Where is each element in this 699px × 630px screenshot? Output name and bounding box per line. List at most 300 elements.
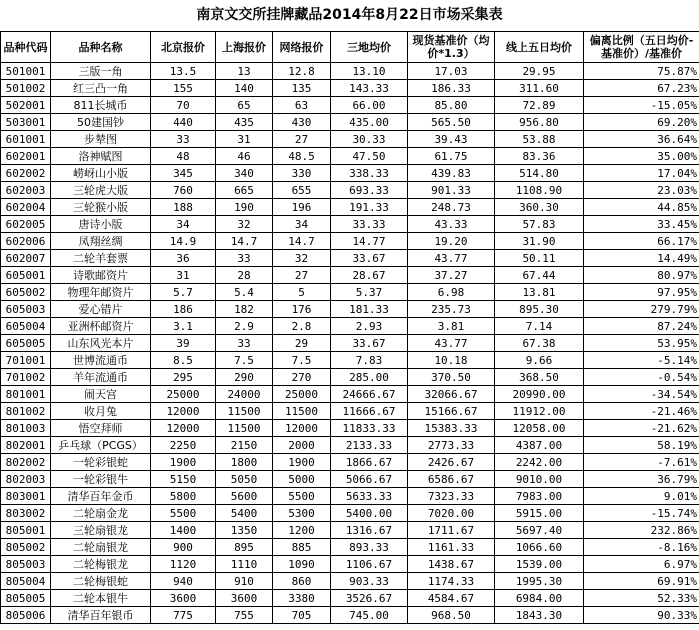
value-cell: 705 [273, 607, 331, 624]
value-cell: 279.79% [584, 301, 699, 318]
value-cell: 33 [151, 131, 216, 148]
value-cell: 33 [216, 335, 273, 352]
value-cell: 53.95% [584, 335, 699, 352]
table-row [1, 233, 699, 250]
code-cell: 803002 [1, 505, 51, 522]
value-cell: 33.33 [331, 216, 408, 233]
value-cell: 27 [273, 267, 331, 284]
value-cell: 1438.67 [408, 556, 495, 573]
value-cell: -34.54% [584, 386, 699, 403]
value-cell: 25000 [151, 386, 216, 403]
value-cell: -7.61% [584, 454, 699, 471]
column-header: 线上五日均价 [495, 32, 584, 63]
value-cell: 57.83 [495, 216, 584, 233]
value-cell: 155 [151, 80, 216, 97]
value-cell: 32066.67 [408, 386, 495, 403]
name-cell: 811长城币 [51, 97, 151, 114]
value-cell: 34 [273, 216, 331, 233]
value-cell: 5.4 [216, 284, 273, 301]
column-header: 上海报价 [216, 32, 273, 63]
value-cell: 6.97% [584, 556, 699, 573]
value-cell: 5 [273, 284, 331, 301]
value-cell: 7.5 [216, 352, 273, 369]
table-row [1, 488, 699, 505]
value-cell: 1316.67 [331, 522, 408, 539]
value-cell: 140 [216, 80, 273, 97]
code-cell: 605003 [1, 301, 51, 318]
table-row [1, 199, 699, 216]
table-row [1, 148, 699, 165]
value-cell: 7.14 [495, 318, 584, 335]
value-cell: 895 [216, 539, 273, 556]
code-cell: 803001 [1, 488, 51, 505]
value-cell: 7323.33 [408, 488, 495, 505]
value-cell: 14.9 [151, 233, 216, 250]
value-cell: 3380 [273, 590, 331, 607]
value-cell: -8.16% [584, 539, 699, 556]
code-cell: 502001 [1, 97, 51, 114]
value-cell: 7983.00 [495, 488, 584, 505]
code-cell: 805003 [1, 556, 51, 573]
value-cell: 37.27 [408, 267, 495, 284]
value-cell: 196 [273, 199, 331, 216]
value-cell: 1900 [273, 454, 331, 471]
value-cell: 53.88 [495, 131, 584, 148]
value-cell: 17.04% [584, 165, 699, 182]
table-row [1, 539, 699, 556]
code-cell: 601001 [1, 131, 51, 148]
name-cell: 步辇图 [51, 131, 151, 148]
value-cell: 28.67 [331, 267, 408, 284]
name-cell: 二轮梅银蛇 [51, 573, 151, 590]
code-cell: 801001 [1, 386, 51, 403]
value-cell: 50.11 [495, 250, 584, 267]
value-cell: 39 [151, 335, 216, 352]
value-cell: 2133.33 [331, 437, 408, 454]
value-cell: 311.60 [495, 80, 584, 97]
value-cell: -0.54% [584, 369, 699, 386]
value-cell: 12000 [273, 420, 331, 437]
value-cell: 2773.33 [408, 437, 495, 454]
value-cell: 12.8 [273, 63, 331, 80]
value-cell: 48 [151, 148, 216, 165]
value-cell: -15.74% [584, 505, 699, 522]
value-cell: 3600 [151, 590, 216, 607]
table-row [1, 267, 699, 284]
code-cell: 602006 [1, 233, 51, 250]
value-cell: 31 [151, 267, 216, 284]
value-cell: 1090 [273, 556, 331, 573]
value-cell: 20990.00 [495, 386, 584, 403]
value-cell: 176 [273, 301, 331, 318]
code-cell: 805002 [1, 539, 51, 556]
value-cell: 29.95 [495, 63, 584, 80]
value-cell: 1350 [216, 522, 273, 539]
value-cell: 1995.30 [495, 573, 584, 590]
value-cell: -15.05% [584, 97, 699, 114]
value-cell: 1900 [151, 454, 216, 471]
table-row [1, 437, 699, 454]
name-cell: 二轮扇金龙 [51, 505, 151, 522]
table-row [1, 97, 699, 114]
value-cell: 2.9 [216, 318, 273, 335]
value-cell: 232.86% [584, 522, 699, 539]
value-cell: 69.20% [584, 114, 699, 131]
value-cell: 11833.33 [331, 420, 408, 437]
column-header: 北京报价 [151, 32, 216, 63]
value-cell: 29 [273, 335, 331, 352]
value-cell: 14.7 [216, 233, 273, 250]
value-cell: 1711.67 [408, 522, 495, 539]
value-cell: 34 [151, 216, 216, 233]
value-cell: 75.87% [584, 63, 699, 80]
value-cell: 43.77 [408, 250, 495, 267]
value-cell: 1120 [151, 556, 216, 573]
value-cell: 14.7 [273, 233, 331, 250]
value-cell: 35.00% [584, 148, 699, 165]
column-header: 三地均价 [331, 32, 408, 63]
value-cell: 65 [216, 97, 273, 114]
code-cell: 805004 [1, 573, 51, 590]
table-row [1, 114, 699, 131]
value-cell: 36 [151, 250, 216, 267]
value-cell: 3600 [216, 590, 273, 607]
value-cell: 6984.00 [495, 590, 584, 607]
value-cell: 17.03 [408, 63, 495, 80]
value-cell: 940 [151, 573, 216, 590]
value-cell: 435.00 [331, 114, 408, 131]
value-cell: 143.33 [331, 80, 408, 97]
code-cell: 501002 [1, 80, 51, 97]
value-cell: 14.77 [331, 233, 408, 250]
table-row [1, 607, 699, 624]
value-cell: 745.00 [331, 607, 408, 624]
value-cell: 43.33 [408, 216, 495, 233]
code-cell: 605002 [1, 284, 51, 301]
name-cell: 悟空拜师 [51, 420, 151, 437]
table-row [1, 505, 699, 522]
code-cell: 605004 [1, 318, 51, 335]
value-cell: 440 [151, 114, 216, 131]
value-cell: 1161.33 [408, 539, 495, 556]
value-cell: 181.33 [331, 301, 408, 318]
value-cell: 775 [151, 607, 216, 624]
value-cell: 15166.67 [408, 403, 495, 420]
value-cell: 665 [216, 182, 273, 199]
table-row [1, 352, 699, 369]
value-cell: 285.00 [331, 369, 408, 386]
value-cell: 13.5 [151, 63, 216, 80]
table-row [1, 590, 699, 607]
value-cell: 27 [273, 131, 331, 148]
code-cell: 701001 [1, 352, 51, 369]
value-cell: 5066.67 [331, 471, 408, 488]
value-cell: 43.77 [408, 335, 495, 352]
code-cell: 501001 [1, 63, 51, 80]
table-row [1, 131, 699, 148]
table-row [1, 335, 699, 352]
name-cell: 乒乓球（PCGS） [51, 437, 151, 454]
code-cell: 602003 [1, 182, 51, 199]
value-cell: 186.33 [408, 80, 495, 97]
value-cell: 31.90 [495, 233, 584, 250]
value-cell: -21.46% [584, 403, 699, 420]
value-cell: 2000 [273, 437, 331, 454]
value-cell: 3.81 [408, 318, 495, 335]
column-header: 现货基准价（均价*1.3） [408, 32, 495, 63]
table-row [1, 80, 699, 97]
value-cell: 3.1 [151, 318, 216, 335]
table-row [1, 63, 699, 80]
value-cell: 11666.67 [331, 403, 408, 420]
value-cell: 9010.00 [495, 471, 584, 488]
table-row [1, 471, 699, 488]
value-cell: 13.10 [331, 63, 408, 80]
value-cell: 345 [151, 165, 216, 182]
value-cell: 83.36 [495, 148, 584, 165]
value-cell: 1400 [151, 522, 216, 539]
value-cell: 5500 [151, 505, 216, 522]
value-cell: 61.75 [408, 148, 495, 165]
table-row [1, 369, 699, 386]
value-cell: 11912.00 [495, 403, 584, 420]
value-cell: 5600 [216, 488, 273, 505]
name-cell: 三轮猴小版 [51, 199, 151, 216]
value-cell: 67.23% [584, 80, 699, 97]
name-cell: 三版一角 [51, 63, 151, 80]
table-row [1, 386, 699, 403]
value-cell: 11500 [273, 403, 331, 420]
value-cell: 11500 [216, 420, 273, 437]
value-cell: 46 [216, 148, 273, 165]
name-cell: 世博流通币 [51, 352, 151, 369]
code-cell: 602001 [1, 148, 51, 165]
code-cell: 503001 [1, 114, 51, 131]
code-cell: 805006 [1, 607, 51, 624]
value-cell: 7.83 [331, 352, 408, 369]
column-header: 偏离比例（五日均价-基准价）/基准价 [584, 32, 699, 63]
value-cell: 903.33 [331, 573, 408, 590]
code-cell: 701002 [1, 369, 51, 386]
value-cell: 80.97% [584, 267, 699, 284]
code-cell: 605001 [1, 267, 51, 284]
value-cell: 439.83 [408, 165, 495, 182]
value-cell: 5915.00 [495, 505, 584, 522]
value-cell: 760 [151, 182, 216, 199]
value-cell: 1108.90 [495, 182, 584, 199]
value-cell: 9.66 [495, 352, 584, 369]
value-cell: 6.98 [408, 284, 495, 301]
value-cell: 33.67 [331, 250, 408, 267]
value-cell: 24666.67 [331, 386, 408, 403]
value-cell: 44.85% [584, 199, 699, 216]
header-row [1, 32, 699, 63]
value-cell: 9.01% [584, 488, 699, 505]
name-cell: 亚洲杯邮资片 [51, 318, 151, 335]
name-cell: 三轮虎大版 [51, 182, 151, 199]
code-cell: 805005 [1, 590, 51, 607]
value-cell: 36.79% [584, 471, 699, 488]
value-cell: 3526.67 [331, 590, 408, 607]
name-cell: 闹天宫 [51, 386, 151, 403]
value-cell: 338.33 [331, 165, 408, 182]
value-cell: 90.33% [584, 607, 699, 624]
name-cell: 50建国钞 [51, 114, 151, 131]
value-cell: 52.33% [584, 590, 699, 607]
name-cell: 一轮彩银蛇 [51, 454, 151, 471]
value-cell: 435 [216, 114, 273, 131]
value-cell: 25000 [273, 386, 331, 403]
value-cell: 5400.00 [331, 505, 408, 522]
code-cell: 602007 [1, 250, 51, 267]
name-cell: 收月兔 [51, 403, 151, 420]
value-cell: 66.17% [584, 233, 699, 250]
value-cell: 4584.67 [408, 590, 495, 607]
value-cell: 514.80 [495, 165, 584, 182]
value-cell: 85.80 [408, 97, 495, 114]
sheet-title: 南京文交所挂牌藏品2014年8月22日市场采集表 [196, 7, 503, 23]
name-cell: 洛神赋图 [51, 148, 151, 165]
code-cell: 805001 [1, 522, 51, 539]
value-cell: 11500 [216, 403, 273, 420]
value-cell: 2.8 [273, 318, 331, 335]
value-cell: 2.93 [331, 318, 408, 335]
name-cell: 清华百年金币 [51, 488, 151, 505]
value-cell: 63 [273, 97, 331, 114]
name-cell: 爱心错片 [51, 301, 151, 318]
value-cell: 1866.67 [331, 454, 408, 471]
value-cell: 12058.00 [495, 420, 584, 437]
name-cell: 凤翔丝绸 [51, 233, 151, 250]
value-cell: 5.7 [151, 284, 216, 301]
value-cell: 135 [273, 80, 331, 97]
value-cell: 860 [273, 573, 331, 590]
value-cell: 14.49% [584, 250, 699, 267]
value-cell: 67.44 [495, 267, 584, 284]
value-cell: 4387.00 [495, 437, 584, 454]
value-cell: 19.20 [408, 233, 495, 250]
value-cell: 12000 [151, 420, 216, 437]
price-table [0, 31, 699, 624]
value-cell: 893.33 [331, 539, 408, 556]
value-cell: 2426.67 [408, 454, 495, 471]
value-cell: 895.30 [495, 301, 584, 318]
value-cell: 370.50 [408, 369, 495, 386]
value-cell: 32 [273, 250, 331, 267]
value-cell: 1800 [216, 454, 273, 471]
value-cell: 885 [273, 539, 331, 556]
value-cell: 360.30 [495, 199, 584, 216]
code-cell: 602005 [1, 216, 51, 233]
value-cell: 48.5 [273, 148, 331, 165]
value-cell: 2242.00 [495, 454, 584, 471]
value-cell: 188 [151, 199, 216, 216]
code-cell: 801002 [1, 403, 51, 420]
table-row [1, 318, 699, 335]
name-cell: 三轮扇银龙 [51, 522, 151, 539]
value-cell: 8.5 [151, 352, 216, 369]
value-cell: 13 [216, 63, 273, 80]
value-cell: 31 [216, 131, 273, 148]
value-cell: 87.24% [584, 318, 699, 335]
value-cell: 755 [216, 607, 273, 624]
value-cell: 5500 [273, 488, 331, 505]
value-cell: -5.14% [584, 352, 699, 369]
name-cell: 山东风光本片 [51, 335, 151, 352]
value-cell: 6586.67 [408, 471, 495, 488]
value-cell: 30.33 [331, 131, 408, 148]
table-row [1, 556, 699, 573]
table-row [1, 216, 699, 233]
table-row [1, 182, 699, 199]
value-cell: 67.38 [495, 335, 584, 352]
value-cell: 12000 [151, 403, 216, 420]
value-cell: 7020.00 [408, 505, 495, 522]
value-cell: 15383.33 [408, 420, 495, 437]
name-cell: 羊年流通币 [51, 369, 151, 386]
value-cell: 1174.33 [408, 573, 495, 590]
table-row [1, 165, 699, 182]
value-cell: 28 [216, 267, 273, 284]
value-cell: 235.73 [408, 301, 495, 318]
value-cell: 1106.67 [331, 556, 408, 573]
value-cell: 1539.00 [495, 556, 584, 573]
table-row [1, 522, 699, 539]
table-row [1, 403, 699, 420]
value-cell: 900 [151, 539, 216, 556]
name-cell: 清华百年银币 [51, 607, 151, 624]
value-cell: 968.50 [408, 607, 495, 624]
name-cell: 崂岈山小版 [51, 165, 151, 182]
code-cell: 602004 [1, 199, 51, 216]
value-cell: 33.67 [331, 335, 408, 352]
value-cell: 5150 [151, 471, 216, 488]
value-cell: 190 [216, 199, 273, 216]
value-cell: 693.33 [331, 182, 408, 199]
column-header: 品种代码 [1, 32, 51, 63]
value-cell: 23.03% [584, 182, 699, 199]
value-cell: 330 [273, 165, 331, 182]
value-cell: 5050 [216, 471, 273, 488]
name-cell: 物理年邮资片 [51, 284, 151, 301]
code-cell: 602002 [1, 165, 51, 182]
code-cell: 801003 [1, 420, 51, 437]
name-cell: 二轮梅银龙 [51, 556, 151, 573]
value-cell: 39.43 [408, 131, 495, 148]
value-cell: 270 [273, 369, 331, 386]
value-cell: 66.00 [331, 97, 408, 114]
table-row [1, 301, 699, 318]
value-cell: 47.50 [331, 148, 408, 165]
name-cell: 唐诗小版 [51, 216, 151, 233]
value-cell: -21.62% [584, 420, 699, 437]
code-cell: 802003 [1, 471, 51, 488]
value-cell: 1110 [216, 556, 273, 573]
value-cell: 655 [273, 182, 331, 199]
code-cell: 802001 [1, 437, 51, 454]
table-row [1, 454, 699, 471]
name-cell: 诗歌邮资片 [51, 267, 151, 284]
value-cell: 956.80 [495, 114, 584, 131]
value-cell: 910 [216, 573, 273, 590]
name-cell: 二轮本银牛 [51, 590, 151, 607]
table-row [1, 284, 699, 301]
column-header: 品种名称 [51, 32, 151, 63]
value-cell: 290 [216, 369, 273, 386]
value-cell: 13.81 [495, 284, 584, 301]
value-cell: 58.19% [584, 437, 699, 454]
name-cell: 红三凸一角 [51, 80, 151, 97]
